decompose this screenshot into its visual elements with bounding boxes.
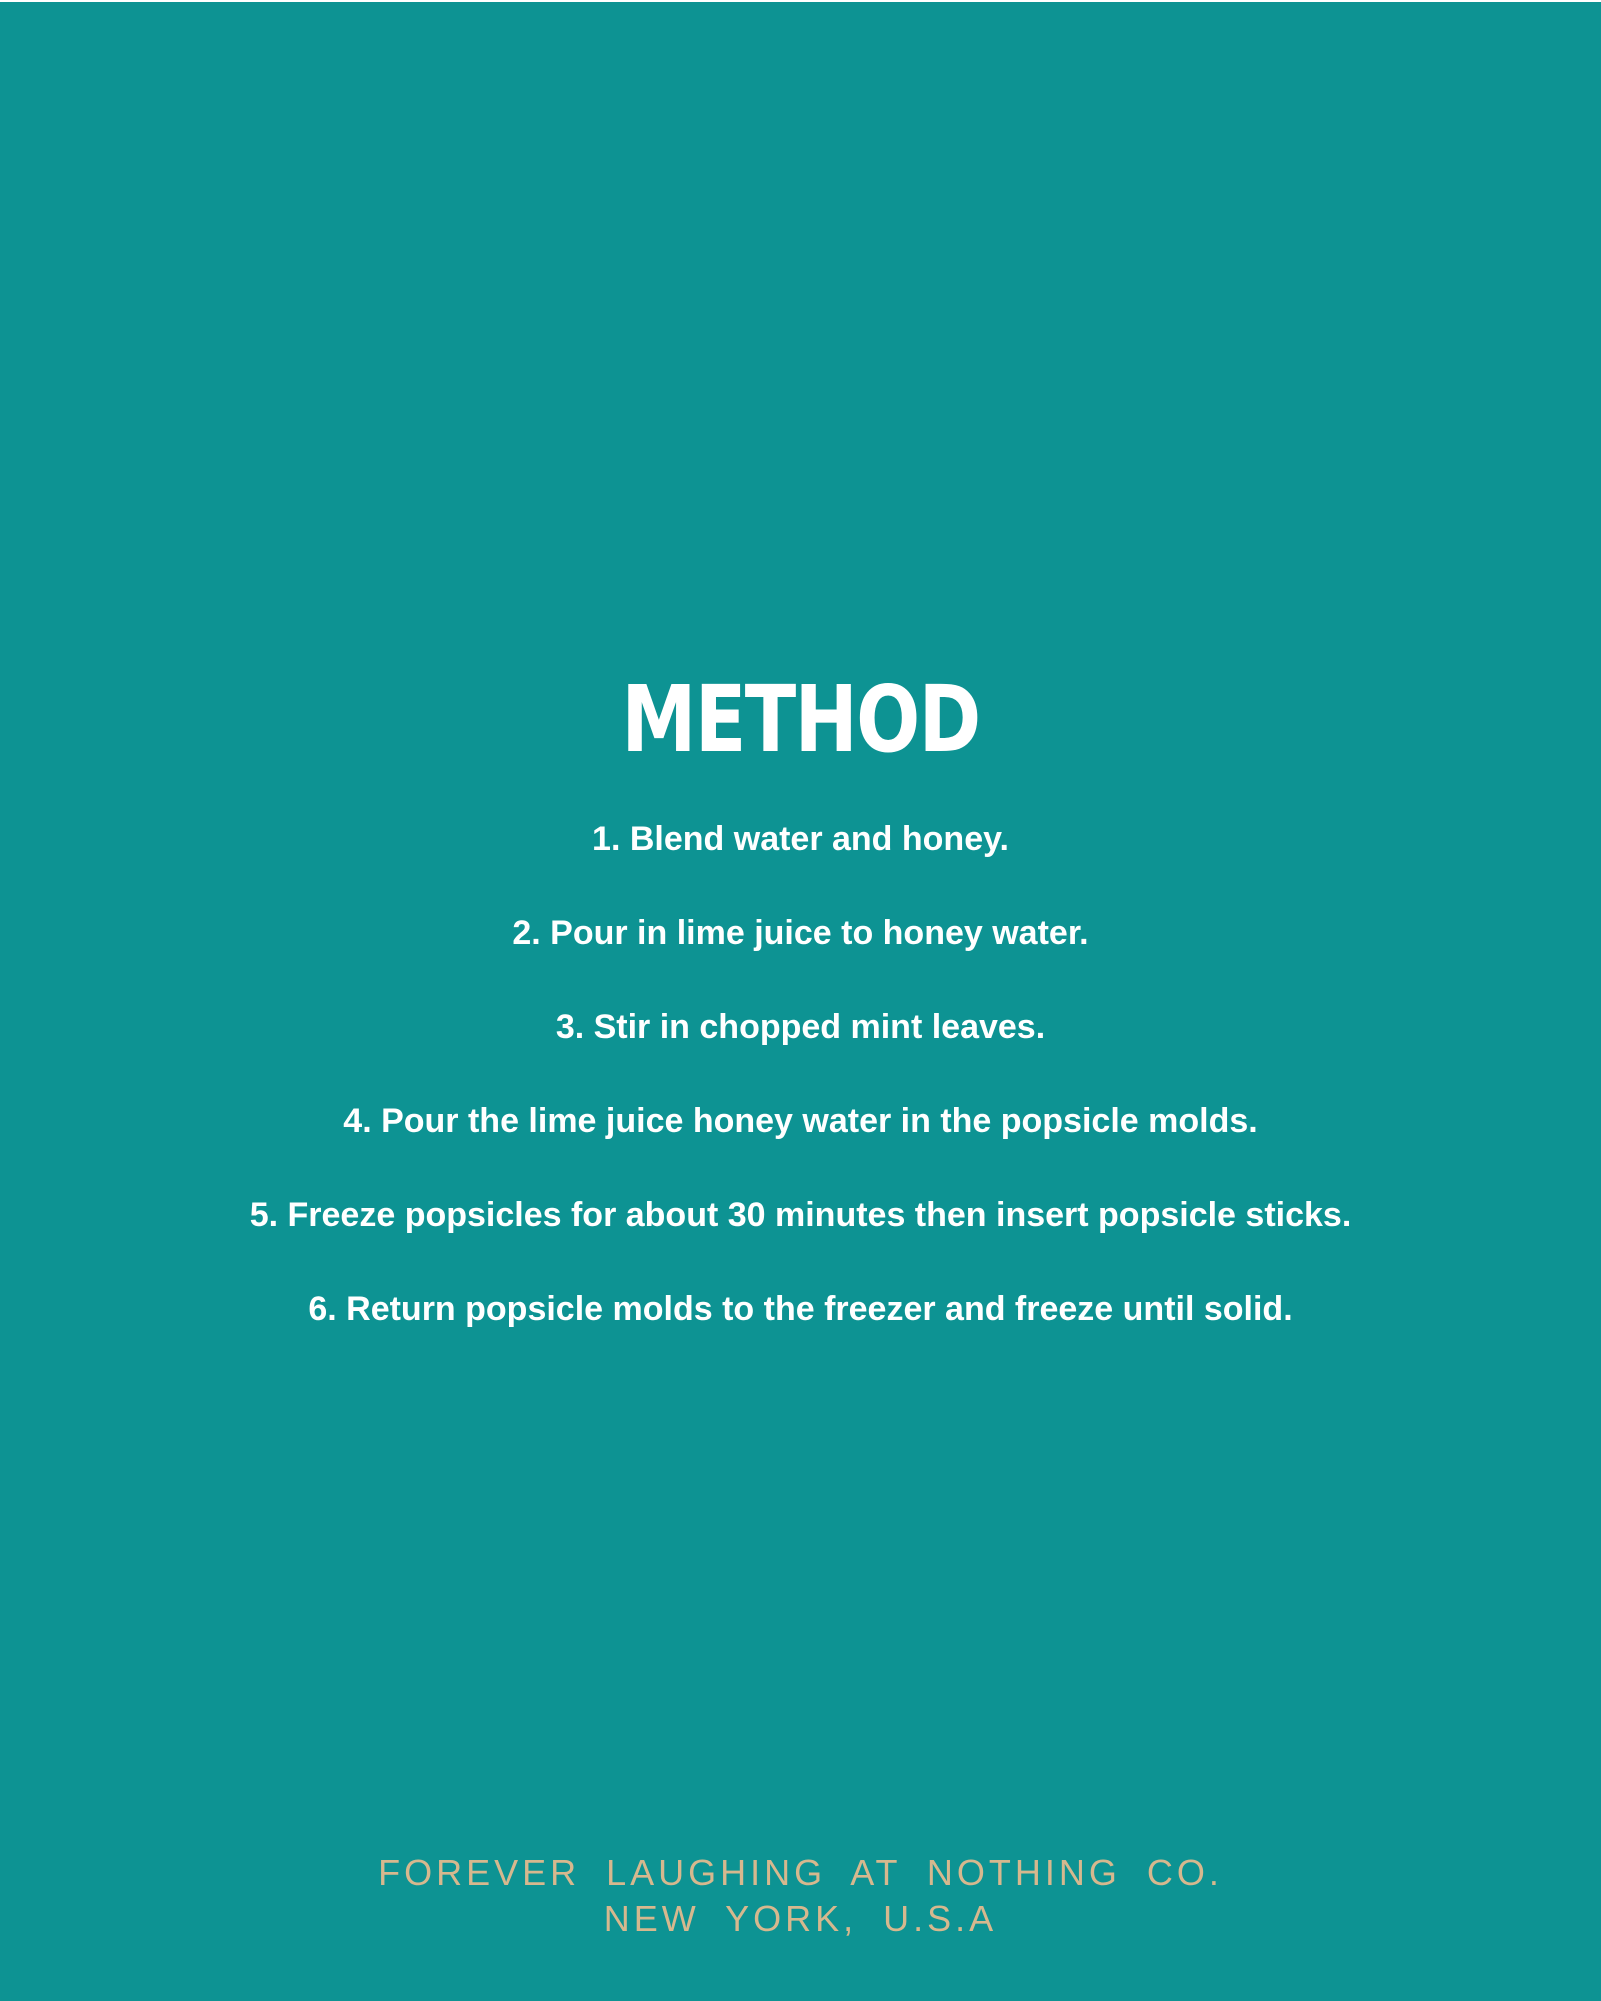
method-step-2: 2. Pour in lime juice to honey water. bbox=[512, 914, 1089, 952]
company-name: FOREVER LAUGHING AT NOTHING CO. bbox=[378, 1852, 1223, 1893]
method-step-5: 5. Freeze popsicles for about 30 minutes then insert popsicle sticks. bbox=[249, 1196, 1352, 1234]
method-step-6: 6. Return popsicle molds to the freezer and freeze until solid. bbox=[308, 1290, 1293, 1328]
method-step-3: 3. Stir in chopped mint leaves. bbox=[555, 1008, 1046, 1046]
method-steps-list bbox=[0, 807, 1601, 1371]
company-location: NEW YORK, U.S.A bbox=[603, 1898, 998, 1939]
company-footer bbox=[0, 1850, 1601, 1942]
page-title: METHOD bbox=[621, 666, 980, 773]
method-step-1: 1. Blend water and honey. bbox=[592, 820, 1009, 858]
method-step-4: 4. Pour the lime juice honey water in the popsicle molds. bbox=[343, 1102, 1258, 1140]
